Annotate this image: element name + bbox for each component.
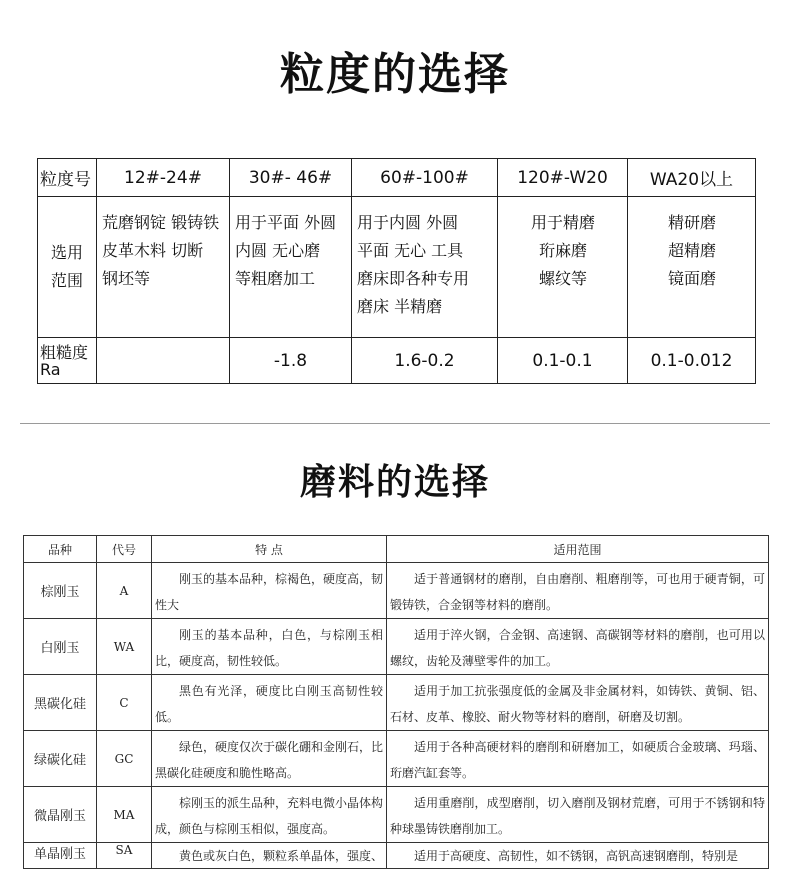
header-cell: WA20以上	[628, 159, 756, 197]
usage-cell: 用于平面 外圆 内圆 无心磨 等粗磨加工	[230, 197, 352, 338]
abrasive-header-row	[24, 536, 769, 563]
abrasive-feature: 刚玉的基本品种，棕褐色，硬度高，韧性大	[152, 563, 387, 619]
roughness-cell: 0.1-0.1	[498, 338, 628, 384]
header-cell: 30#- 46#	[230, 159, 352, 197]
usage-cell: 精研磨 超精磨 镜面磨	[628, 197, 756, 338]
header-cell: 品种	[24, 536, 97, 563]
roughness-row	[38, 338, 756, 384]
abrasive-row	[24, 843, 769, 869]
abrasive-name: 微晶刚玉	[24, 787, 97, 843]
header-cell: 120#-W20	[498, 159, 628, 197]
header-cell: 适用范围	[387, 536, 769, 563]
roughness-cell: -1.8	[230, 338, 352, 384]
header-cell: 粒度号	[38, 159, 97, 197]
abrasive-feature: 黑色有光泽，硬度比白刚玉高韧性较低。	[152, 675, 387, 731]
abrasive-scope: 适用于各种高硬材料的磨削和研磨加工，如硬质合金玻璃、玛瑙、珩磨汽缸套等。	[387, 731, 769, 787]
abrasive-scope: 适用于淬火钢，合金钢、高速钢、高碳钢等材料的磨削，也可用以螺纹，齿轮及薄壁零件的加工。	[387, 619, 769, 675]
abrasive-row	[24, 675, 769, 731]
abrasive-name: 棕刚玉	[24, 563, 97, 619]
abrasive-title: 磨料的选择	[299, 462, 490, 503]
grain-size-title: 粒度的选择	[280, 49, 510, 100]
abrasive-scope: 适用于加工抗张强度低的金属及非金属材料，如铸铁、黄铜、铝、石材、皮革、橡胶、耐火物等材料的磨削，研磨及切割。	[387, 675, 769, 731]
abrasive-name: 黑碳化硅	[24, 675, 97, 731]
abrasive-feature: 黄色或灰白色，颗粒系单晶体，强度、	[152, 843, 387, 869]
abrasive-feature: 绿色，硬度仅次于碳化硼和金刚石，比黑碳化硅硬度和脆性略高。	[152, 731, 387, 787]
abrasive-name: 白刚玉	[24, 619, 97, 675]
abrasive-scope: 适用于高硬度、高韧性，如不锈钢，高钒高速钢磨削，特别是	[387, 843, 769, 869]
grain-size-table	[37, 158, 756, 384]
abrasive-row	[24, 563, 769, 619]
usage-cell: 用于内圆 外圆 平面 无心 工具 磨床即各种专用 磨床 半精磨	[352, 197, 498, 338]
abrasive-scope: 适用重磨削，成型磨削，切入磨削及钢材荒磨，可用于不锈钢和特种球墨铸铁磨削加工。	[387, 787, 769, 843]
roughness-label: 粗糙度 Ra	[38, 338, 97, 384]
abrasive-name: 绿碳化硅	[24, 731, 97, 787]
usage-cell: 用于精磨 珩麻磨 螺纹等	[498, 197, 628, 338]
header-cell: 60#-100#	[352, 159, 498, 197]
abrasive-row	[24, 731, 769, 787]
abrasive-table	[23, 535, 769, 869]
abrasive-scope: 适于普通钢材的磨削，自由磨削、粗磨削等，可也用于硬青铜，可锻铸铁，合金钢等材料的磨削。	[387, 563, 769, 619]
header-cell: 12#-24#	[97, 159, 230, 197]
abrasive-row	[24, 787, 769, 843]
abrasive-row	[24, 619, 769, 675]
abrasive-code: SA	[97, 843, 152, 869]
usage-label: 选用 范围	[38, 197, 97, 338]
abrasive-code: GC	[97, 731, 152, 787]
header-cell: 代号	[97, 536, 152, 563]
usage-row	[38, 197, 756, 338]
usage-cell: 荒磨钢锭 锻铸铁 皮革木料 切断 钢坯等	[97, 197, 230, 338]
abrasive-code: WA	[97, 619, 152, 675]
roughness-cell	[97, 338, 230, 384]
section-divider	[20, 423, 770, 424]
abrasive-code: MA	[97, 787, 152, 843]
roughness-cell: 1.6-0.2	[352, 338, 498, 384]
abrasive-code: C	[97, 675, 152, 731]
abrasive-name: 单晶刚玉	[24, 843, 97, 869]
header-cell: 特 点	[152, 536, 387, 563]
abrasive-feature: 刚玉的基本品种，白色，与棕刚玉相比，硬度高，韧性较低。	[152, 619, 387, 675]
grain-size-header-row	[38, 159, 756, 197]
abrasive-code: A	[97, 563, 152, 619]
roughness-cell: 0.1-0.012	[628, 338, 756, 384]
abrasive-feature: 棕刚玉的派生品种，充料电微小晶体构成，颜色与棕刚玉相似，强度高。	[152, 787, 387, 843]
